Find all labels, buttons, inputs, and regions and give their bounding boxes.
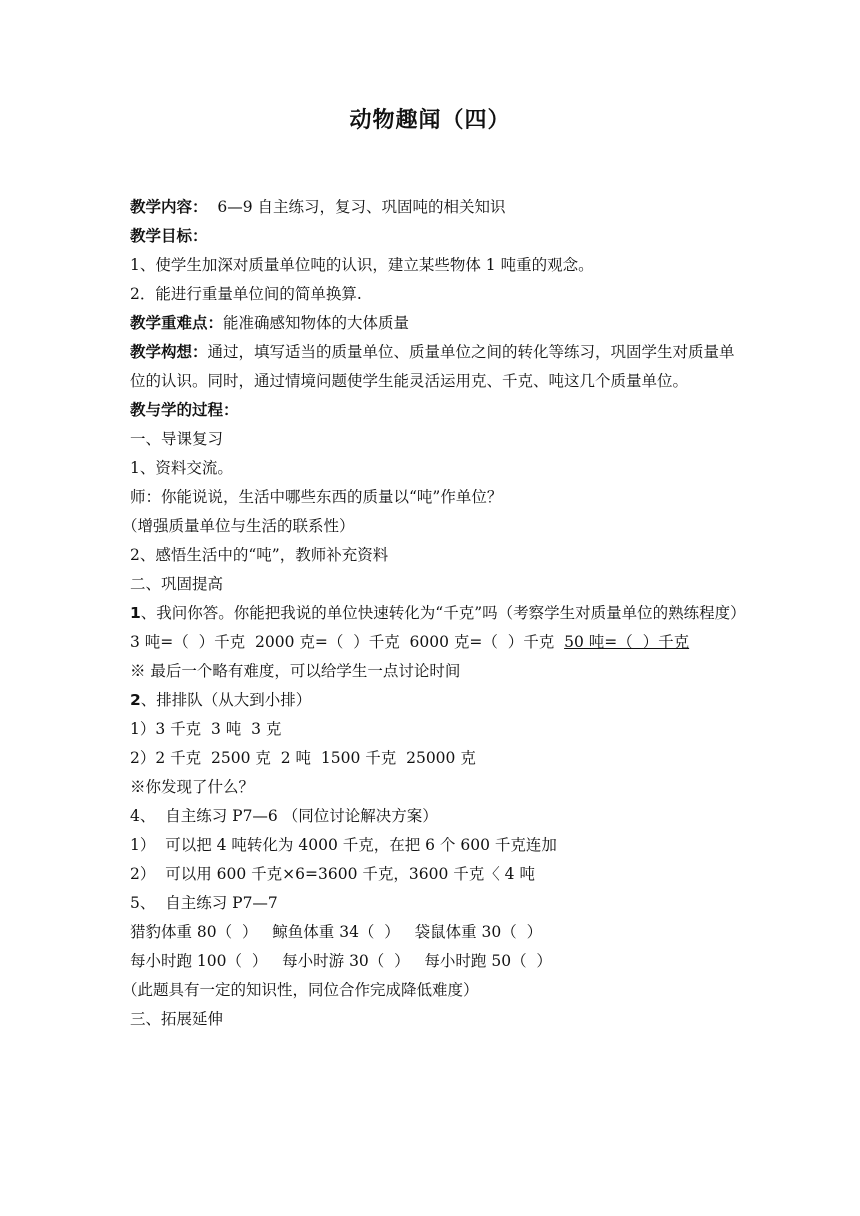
step-text: 、我问你答。你能把我说的单位快速转化为“千克”吗（考察学生对质量单位的熟练程度） — [140, 604, 746, 622]
step-number: 1 — [130, 604, 141, 622]
section-heading: 二、巩固提高 — [130, 575, 224, 593]
section-heading: 三、拓展延伸 — [130, 1010, 224, 1028]
solution-item: 1） 可以把 4 吨转化为 4000 千克，在把 6 个 600 千克连加 — [130, 836, 557, 854]
teaching-concept-label: 教学构想： — [130, 343, 208, 361]
step-number: 2 — [130, 691, 141, 709]
sort-exercise: 1）3 千克 3 吨 3 克 — [130, 720, 282, 738]
fill-unit-exercise: 每小时跑 100（ ） 每小时游 30（ ） 每小时跑 50（ ） — [130, 952, 552, 970]
conversion-item-underlined: 50 吨=（ ）千克 — [564, 633, 690, 651]
note-text: （此题具有一定的知识性，同位合作完成降低难度） — [122, 981, 479, 999]
step-text: 、排排队（从大到小排） — [140, 691, 312, 709]
key-points-value: 能准确感知物体的大体质量 — [223, 314, 410, 332]
teaching-concept-paragraph — [130, 338, 740, 396]
conversion-items: 3 吨=（ ）千克 2000 克=（ ）千克 6000 克=（ ）千克 — [130, 633, 565, 651]
step-item: 1、资料交流。 — [130, 459, 233, 477]
teacher-question: 师：你能说说，生活中哪些东西的质量以“吨”作单位？ — [130, 488, 503, 506]
step-item: 2、感悟生活中的“吨”，教师补充资料 — [130, 546, 389, 564]
page-title: 动物趣闻（四） — [349, 108, 511, 133]
teaching-content-value: 6—9 自主练习，复习、巩固吨的相关知识 — [207, 198, 506, 216]
process-label: 教与学的过程： — [130, 401, 239, 419]
teaching-content-line — [130, 193, 740, 222]
teaching-goal-item: 1、使学生加深对质量单位吨的认识，建立某些物体 1 吨重的观念。 — [130, 256, 594, 274]
key-points-line — [130, 309, 740, 338]
step-item — [130, 599, 746, 628]
sort-exercise: 2）2 千克 2500 克 2 吨 1500 千克 25000 克 — [130, 749, 476, 767]
conversion-exercise — [130, 628, 740, 657]
step-item: 5、 自主练习 P7—7 — [130, 894, 278, 912]
teaching-goals-label: 教学目标： — [130, 227, 208, 245]
section-heading: 一、导课复习 — [130, 430, 224, 448]
teaching-goal-item: 2．能进行重量单位间的简单换算. — [130, 285, 362, 303]
note-text: （增强质量单位与生活的联系性） — [122, 517, 355, 535]
solution-item: 2） 可以用 600 千克×6=3600 千克，3600 千克〈 4 吨 — [130, 865, 535, 883]
note-text: ※你发现了什么？ — [130, 778, 255, 796]
step-item — [130, 686, 740, 715]
key-points-label: 教学重难点： — [130, 314, 224, 332]
step-item: 4、 自主练习 P7—6 （同位讨论解决方案） — [130, 807, 438, 825]
fill-unit-exercise: 猎豹体重 80（ ） 鲸鱼体重 34（ ） 袋鼠体重 30（ ） — [130, 923, 543, 941]
document-body — [122, 193, 746, 1034]
teaching-content-label: 教学内容： — [130, 198, 208, 216]
note-text: ※ 最后一个略有难度，可以给学生一点讨论时间 — [130, 662, 461, 680]
teaching-concept-value: 通过，填写适当的质量单位、质量单位之间的转化等练习，巩固学生对质量单位的认识。同时，通过情境问题使学生能灵活运用克、千克、吨这几个质量单位。 — [130, 343, 735, 390]
